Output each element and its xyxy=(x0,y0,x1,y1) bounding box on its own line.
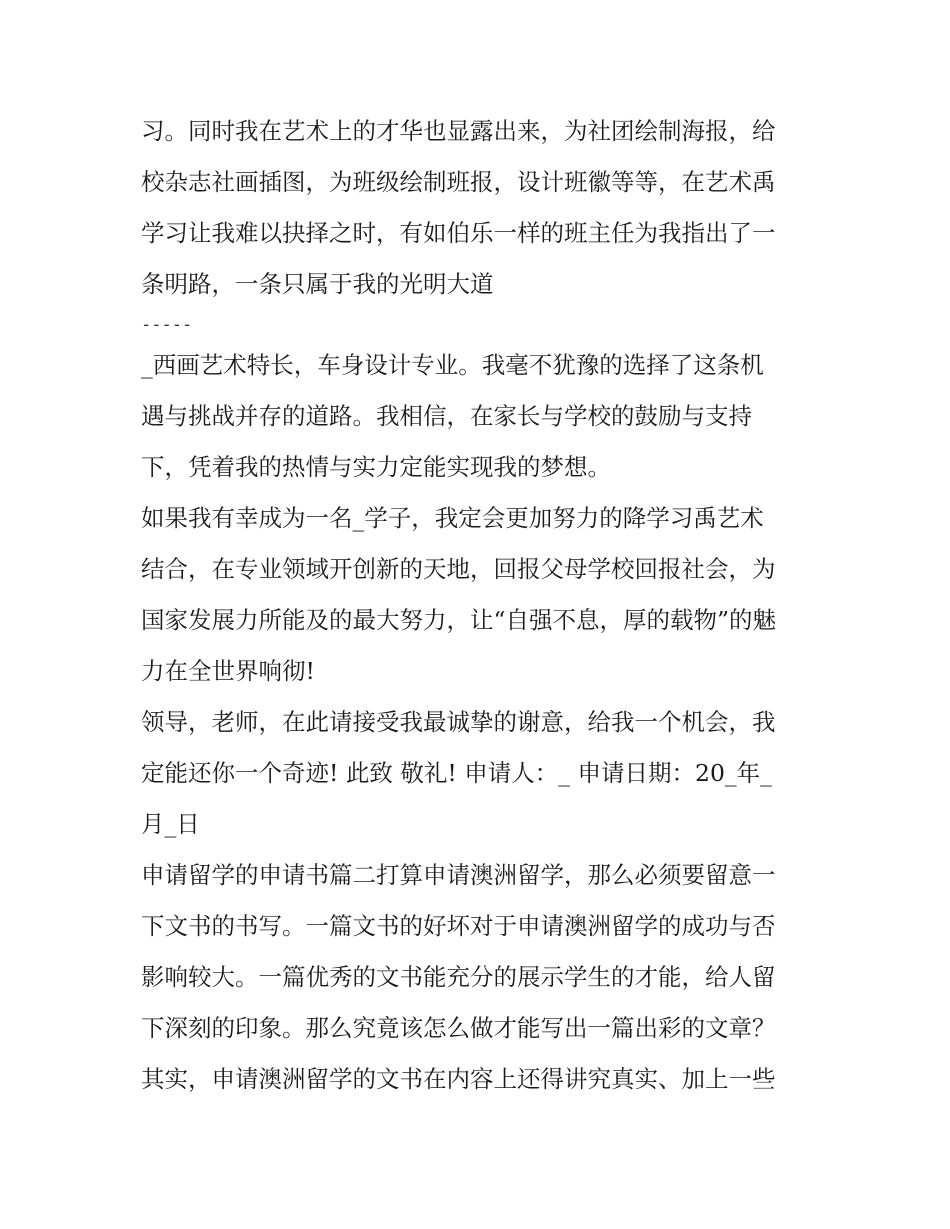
text-line: 其实，申请澳洲留学的文书在内容上还得讲究真实、加上一些 xyxy=(141,1065,776,1093)
paragraph-art-talent xyxy=(141,106,813,310)
section-separator: ----- xyxy=(141,315,193,335)
paragraph-major-choice xyxy=(141,340,813,493)
text-line: 结合，在专业领域开创新的天地，回报父母学校回报社会，为 xyxy=(141,555,776,583)
text-line: 申请留学的申请书篇二打算申请澳洲留学，那么必须要留意一 xyxy=(141,861,776,889)
text-line: _西画艺术特长，车身设计专业。我毫不犹豫的选择了这条机 xyxy=(141,351,764,379)
text-line: 定能还你一个奇迹! 此致 敬礼! 申请人：_ 申请日期：20_年_ xyxy=(141,759,772,787)
document-body xyxy=(141,106,813,1105)
text-line: 下文书的书写。一篇文书的好坏对于申请澳洲留学的成功与否 xyxy=(141,912,776,940)
text-line: 下，凭着我的热情与实力定能实现我的梦想。 xyxy=(141,453,611,481)
text-line: 遇与挑战并存的道路。我相信，在家长与学校的鼓励与支持 xyxy=(141,402,752,430)
paragraph-future-goals xyxy=(141,493,813,697)
paragraph-study-abroad xyxy=(141,850,813,1105)
text-line: 习。同时我在艺术上的才华也显露出来，为社团绘制海报，给 xyxy=(141,117,776,145)
text-line: 如果我有幸成为一名_学子，我定会更加努力的降学习禹艺术 xyxy=(141,504,764,532)
text-line: 月_日 xyxy=(141,810,200,838)
paragraph-closing-signature xyxy=(141,697,813,850)
text-line: 校杂志社画插图，为班级绘制班报，设计班徽等等，在艺术禹 xyxy=(141,168,776,196)
text-line: 条明路，一条只属于我的光明大道 xyxy=(141,270,494,298)
text-line: 国家发展力所能及的最大努力，让“自强不息，厚的载物”的魅 xyxy=(141,606,777,634)
text-line: 学习让我难以抉择之时，有如伯乐一样的班主任为我指出了一 xyxy=(141,219,776,247)
text-line: 力在全世界响彻! xyxy=(141,657,315,685)
text-line: 影响较大。一篇优秀的文书能充分的展示学生的才能，给人留 xyxy=(141,963,776,991)
text-line: 下深刻的印象。那么究竟该怎么做才能写出一篇出彩的文章？ xyxy=(141,1014,776,1042)
text-line: 领导，老师，在此请接受我最诚挚的谢意，给我一个机会，我 xyxy=(141,708,776,736)
